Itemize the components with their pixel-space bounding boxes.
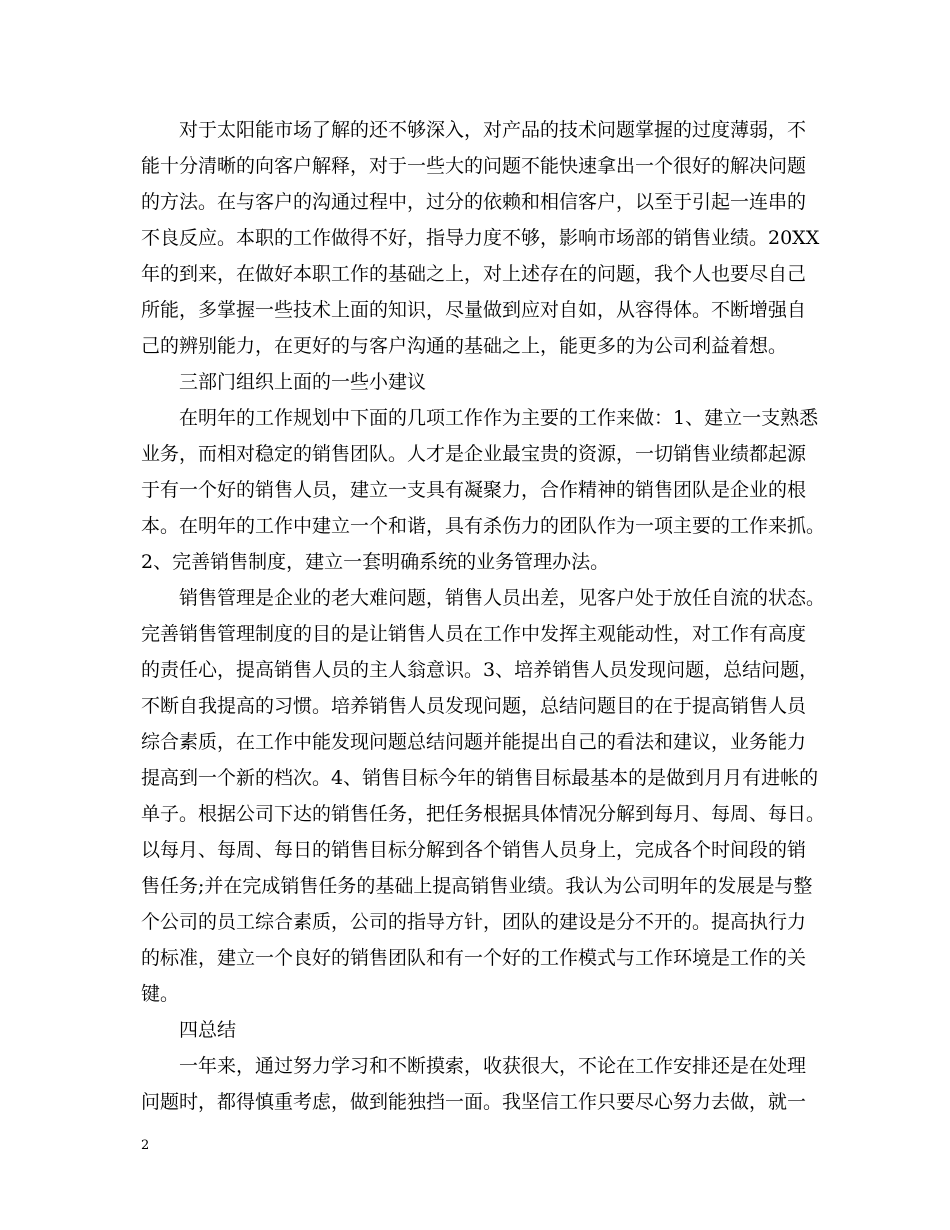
text-line: 以每月、每周、每日的销售目标分解到各个销售人员身上，完成各个时间段的销 — [141, 839, 807, 861]
text-line: 所能，多掌握一些技术上面的知识，尽量做到应对自如，从容得体。不断增强自 — [141, 299, 807, 321]
text-line: 己的辨别能力，在更好的与客户沟通的基础之上，能更多的为公司利益着想。 — [141, 335, 788, 357]
section-heading: 三部门组织上面的一些小建议 — [141, 371, 427, 393]
text-line: 售任务;并在完成销售任务的基础上提高销售业绩。我认为公司明年的发展是与整 — [141, 875, 813, 897]
text-line: 在明年的工作规划中下面的几项工作作为主要的工作来做：1、建立一支熟悉 — [141, 407, 819, 429]
text-line: 业务，而相对稳定的销售团队。人才是企业最宝贵的资源，一切销售业绩都起源 — [141, 443, 807, 465]
text-line: 能十分清晰的向客户解释，对于一些大的问题不能快速拿出一个很好的解决问题 — [141, 155, 807, 177]
text-line: 单子。根据公司下达的销售任务，把任务根据具体情况分解到每月、每周、每日。 — [141, 803, 826, 825]
text-line: 提高到一个新的档次。4、销售目标今年的销售目标最基本的是做到月月有进帐的 — [141, 767, 819, 789]
text-line: 2、完善销售制度，建立一套明确系统的业务管理办法。 — [141, 551, 610, 573]
text-line: 年的到来，在做好本职工作的基础之上，对上述存在的问题，我个人也要尽自己 — [141, 263, 807, 285]
text-line: 个公司的员工综合素质，公司的指导方针，团队的建设是分不开的。提高执行力 — [141, 911, 807, 933]
text-line: 键。 — [141, 983, 180, 1005]
text-line: 的标准，建立一个良好的销售团队和有一个好的工作模式与工作环境是工作的关 — [141, 947, 807, 969]
text-line: 不断自我提高的习惯。培养销售人员发现问题，总结问题目的在于提高销售人员 — [141, 695, 807, 717]
text-line: 本。在明年的工作中建立一个和谐，具有杀伤力的团队作为一项主要的工作来抓。 — [141, 515, 826, 537]
text-line: 的责任心，提高销售人员的主人翁意识。3、培养销售人员发现问题，总结问题， — [141, 659, 819, 681]
text-line: 对于太阳能市场了解的还不够深入，对产品的技术问题掌握的过度薄弱，不 — [141, 119, 807, 141]
text-line: 一年来，通过努力学习和不断摸索，收获很大，不论在工作安排还是在处理 — [141, 1055, 807, 1077]
text-line: 于有一个好的销售人员，建立一支具有凝聚力，合作精神的销售团队是企业的根 — [141, 479, 807, 501]
text-line: 问题时，都得慎重考虑，做到能独挡一面。我坚信工作只要尽心努力去做，就一 — [141, 1091, 807, 1113]
text-line: 综合素质，在工作中能发现问题总结问题并能提出自己的看法和建议，业务能力 — [141, 731, 807, 753]
text-line: 销售管理是企业的老大难问题，销售人员出差，见客户处于放任自流的状态。 — [141, 587, 826, 609]
text-line: 完善销售管理制度的目的是让销售人员在工作中发挥主观能动性，对工作有高度 — [141, 623, 807, 645]
section-heading: 四总结 — [141, 1019, 237, 1041]
page-number: 2 — [141, 1138, 150, 1153]
text-line: 的方法。在与客户的沟通过程中，过分的依赖和相信客户，以至于引起一连串的 — [141, 191, 807, 213]
text-line: 不良反应。本职的工作做得不好，指导力度不够，影响市场部的销售业绩。20XX — [141, 227, 820, 249]
